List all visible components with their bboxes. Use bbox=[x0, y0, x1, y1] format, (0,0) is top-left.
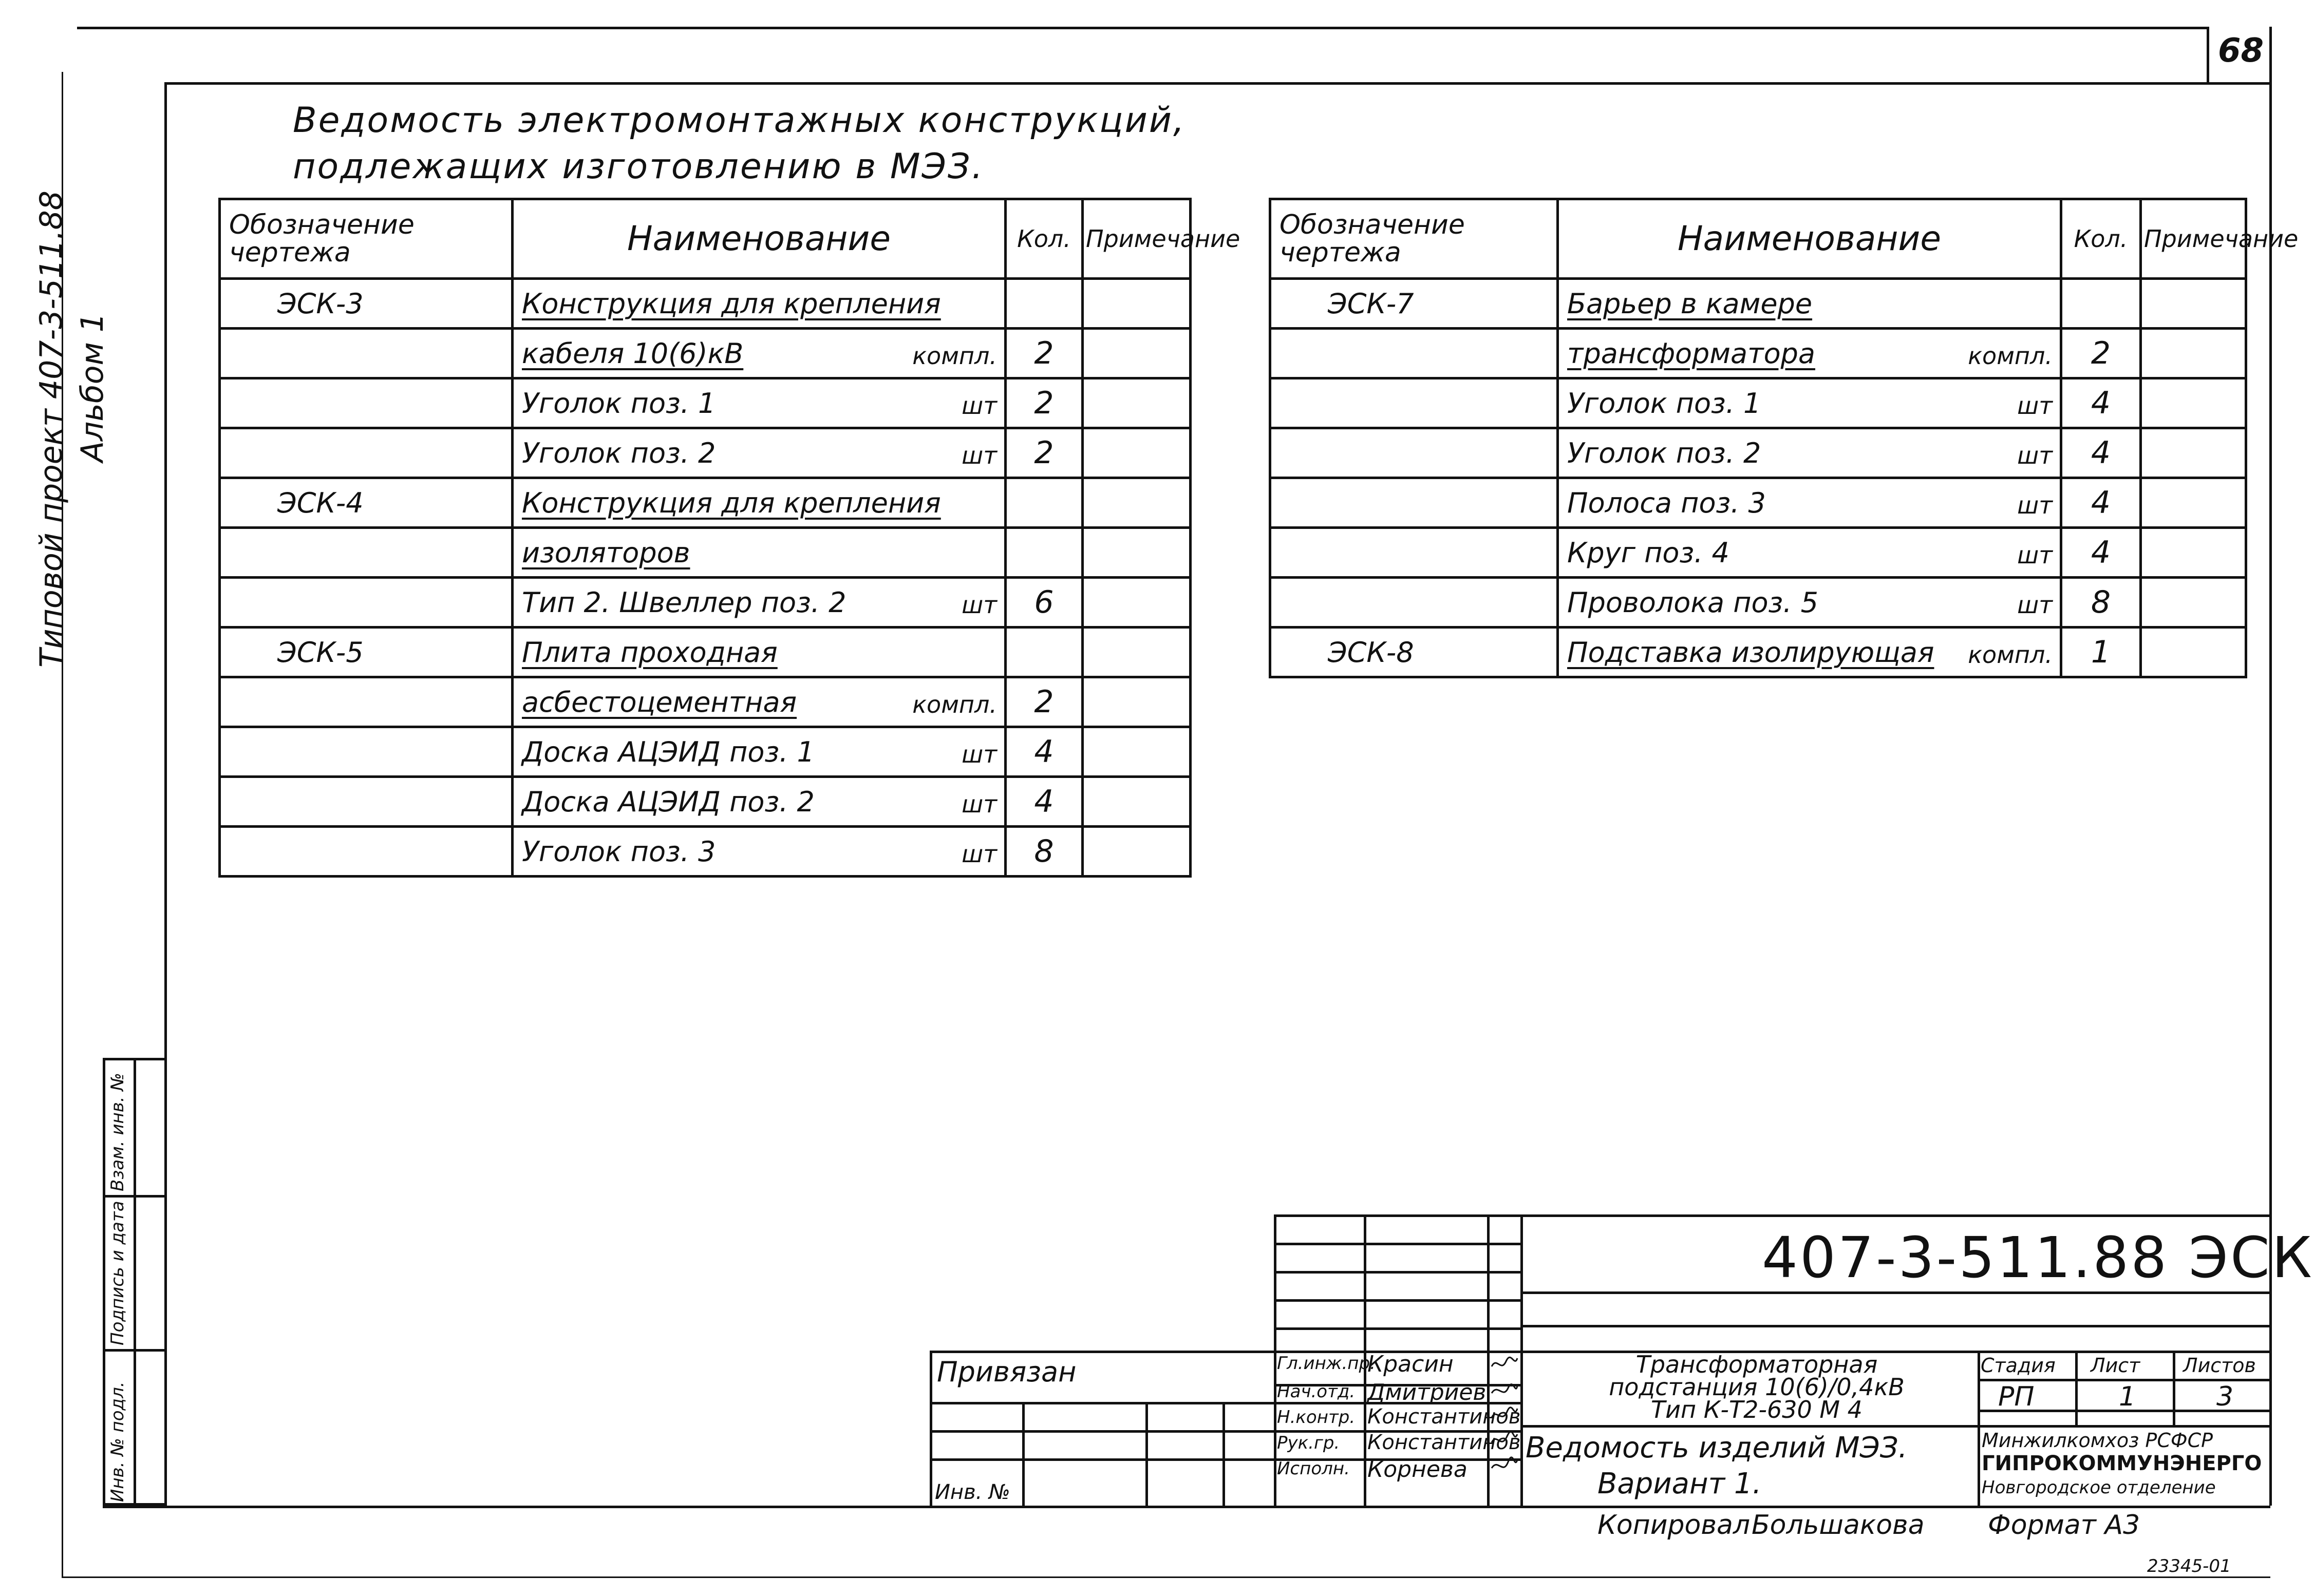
item-unit: компл. bbox=[912, 691, 997, 718]
table-row bbox=[220, 777, 1191, 827]
item-name: Уголок поз. 3 bbox=[522, 835, 716, 868]
cell-note bbox=[1083, 578, 1191, 628]
header-qty: Кол. bbox=[2061, 199, 2141, 279]
role-label: Гл.инж.пр. bbox=[1277, 1353, 1376, 1374]
sheets-value: 3 bbox=[2216, 1381, 2234, 1412]
sheet-number: 68 bbox=[2218, 32, 2264, 70]
cell-note bbox=[1083, 827, 1191, 877]
cell-name bbox=[513, 777, 1006, 827]
cell-qty: 4 bbox=[1006, 727, 1083, 777]
role-label: Рук.гр. bbox=[1277, 1433, 1340, 1453]
item-name: Конструкция для крепления bbox=[522, 486, 941, 519]
item-name: трансформатора bbox=[1567, 337, 1815, 370]
top-border-line bbox=[77, 27, 2209, 29]
cell-designation: ЭСК-3 bbox=[220, 279, 513, 329]
cell-name bbox=[513, 628, 1006, 677]
title-block bbox=[930, 1214, 2314, 1506]
stage-label: Стадия bbox=[1981, 1354, 2056, 1377]
tb-grid-h bbox=[1520, 1425, 2270, 1428]
cell-qty bbox=[2061, 279, 2141, 329]
table-row bbox=[1270, 378, 2246, 428]
table-row bbox=[220, 677, 1191, 727]
sheet-value: 1 bbox=[2119, 1381, 2136, 1412]
cell-name bbox=[513, 279, 1006, 329]
item-name: Конструкция для крепления bbox=[522, 287, 941, 320]
cell-qty: 2 bbox=[1006, 677, 1083, 727]
cell-designation bbox=[1270, 329, 1558, 378]
table-row bbox=[220, 478, 1191, 528]
item-name: Доска АЦЭИД поз. 2 bbox=[522, 785, 815, 818]
sheet-label: Лист bbox=[2091, 1354, 2140, 1377]
stage-value: РП bbox=[1998, 1381, 2035, 1412]
object-name-line2: подстанция 10(6)/0,4кВ bbox=[1609, 1373, 1905, 1401]
tb-grid-v bbox=[1978, 1351, 1980, 1506]
cell-designation bbox=[220, 329, 513, 378]
cell-qty: 2 bbox=[2061, 329, 2141, 378]
role-person: Константинов bbox=[1367, 1405, 1521, 1429]
header-name: Наименование bbox=[513, 199, 1006, 279]
cell-note bbox=[1083, 528, 1191, 578]
item-name: кабеля 10(6)кВ bbox=[522, 337, 744, 370]
header-note: Примечание bbox=[2141, 199, 2246, 279]
sheet-title bbox=[1526, 1430, 1907, 1502]
cell-name bbox=[1558, 329, 2061, 378]
tb-grid-h bbox=[1274, 1299, 1520, 1302]
cell-note bbox=[1083, 428, 1191, 478]
tb-grid-h bbox=[1274, 1327, 1520, 1330]
cell-designation bbox=[220, 777, 513, 827]
table-row bbox=[220, 727, 1191, 777]
cell-designation: ЭСК-4 bbox=[220, 478, 513, 528]
cell-name bbox=[513, 827, 1006, 877]
cell-note bbox=[1083, 329, 1191, 378]
table-row bbox=[220, 578, 1191, 628]
item-unit: шт bbox=[962, 840, 997, 868]
tb-grid-v bbox=[1022, 1402, 1025, 1506]
cell-note bbox=[1083, 478, 1191, 528]
item-unit: шт bbox=[962, 392, 997, 420]
role-label: Н.контр. bbox=[1277, 1407, 1356, 1428]
cell-name bbox=[513, 329, 1006, 378]
inv-no-label: Инв. № bbox=[935, 1480, 1010, 1504]
item-name: асбестоцементная bbox=[522, 686, 797, 718]
cell-qty bbox=[1006, 628, 1083, 677]
table-row bbox=[220, 378, 1191, 428]
header-qty: Кол. bbox=[1006, 199, 1083, 279]
right-table-header-row bbox=[1270, 199, 2246, 279]
tb-grid-v bbox=[1222, 1402, 1225, 1506]
table-row bbox=[220, 428, 1191, 478]
item-name: Проволока поз. 5 bbox=[1567, 586, 1818, 619]
cell-name bbox=[513, 378, 1006, 428]
privyazan-label: Привязан bbox=[937, 1356, 1077, 1388]
cell-note bbox=[2141, 428, 2246, 478]
tb-code-bottom-2 bbox=[1520, 1325, 2270, 1327]
table-row bbox=[1270, 329, 2246, 378]
cell-note bbox=[1083, 378, 1191, 428]
cell-name bbox=[513, 478, 1006, 528]
item-name: Подставка изолирующая bbox=[1567, 636, 1934, 669]
table-row bbox=[1270, 478, 2246, 528]
cell-note bbox=[1083, 777, 1191, 827]
cell-designation bbox=[1270, 478, 1558, 528]
cell-note bbox=[2141, 578, 2246, 628]
table-row bbox=[1270, 628, 2246, 677]
side-stamp-label-1: Инв. № подл. bbox=[107, 1381, 128, 1502]
cell-note bbox=[2141, 478, 2246, 528]
cell-designation bbox=[1270, 378, 1558, 428]
outer-bottom-line bbox=[62, 1576, 2270, 1578]
side-project-line1: Типовой проект 407-3-511.88 bbox=[33, 191, 69, 668]
tb-left-edge bbox=[930, 1351, 932, 1506]
item-unit: шт bbox=[2017, 392, 2053, 420]
header-name: Наименование bbox=[1558, 199, 2061, 279]
role-label: Нач.отд. bbox=[1277, 1381, 1356, 1402]
inner-left-line bbox=[164, 82, 167, 1506]
cell-qty bbox=[1006, 528, 1083, 578]
cell-qty: 2 bbox=[1006, 428, 1083, 478]
cell-name bbox=[513, 428, 1006, 478]
item-name: Полоса поз. 3 bbox=[1567, 486, 1766, 519]
cell-designation bbox=[220, 827, 513, 877]
cell-qty: 2 bbox=[1006, 329, 1083, 378]
header-designation: Обозначение чертежа bbox=[1270, 199, 1558, 279]
cell-name bbox=[1558, 279, 2061, 329]
cell-name bbox=[513, 528, 1006, 578]
cell-designation bbox=[220, 677, 513, 727]
left-table-header-row bbox=[220, 199, 1191, 279]
table-row bbox=[1270, 528, 2246, 578]
cell-name bbox=[1558, 578, 2061, 628]
table-row bbox=[220, 628, 1191, 677]
item-unit: шт bbox=[962, 591, 997, 619]
cell-name bbox=[1558, 478, 2061, 528]
table-row bbox=[1270, 428, 2246, 478]
cell-designation bbox=[220, 528, 513, 578]
cell-qty: 1 bbox=[2061, 628, 2141, 677]
cell-designation bbox=[220, 578, 513, 628]
document-title-line1: Ведомость электромонтажных конструкций, bbox=[293, 100, 1186, 141]
left-spec-table bbox=[218, 198, 1240, 878]
sheets-label: Листов bbox=[2183, 1354, 2256, 1377]
cell-qty bbox=[1006, 279, 1083, 329]
inner-top-line bbox=[164, 82, 2270, 85]
tb-grid-v bbox=[2075, 1351, 2078, 1425]
side-stamp-label-2: Подпись и дата bbox=[107, 1201, 128, 1345]
tb-top-line bbox=[1274, 1214, 2270, 1217]
cell-note bbox=[1083, 677, 1191, 727]
cell-designation bbox=[220, 378, 513, 428]
header-designation: Обозначение чертежа bbox=[220, 199, 513, 279]
item-name: Уголок поз. 1 bbox=[522, 387, 716, 420]
doc-code: 407-3-511.88 ЭСК bbox=[1762, 1225, 2314, 1290]
cell-qty bbox=[1006, 478, 1083, 528]
copied-label: Копировал bbox=[1597, 1510, 1751, 1541]
document-title bbox=[293, 98, 1186, 190]
side-project-line2: Альбом 1 bbox=[74, 313, 110, 462]
item-name: Уголок поз. 2 bbox=[1567, 436, 1761, 469]
item-unit: шт bbox=[962, 740, 997, 768]
cell-note bbox=[2141, 628, 2246, 677]
format-label: Формат А3 bbox=[1988, 1510, 2140, 1541]
copier-name: Большакова bbox=[1752, 1510, 1925, 1541]
cell-note bbox=[1083, 628, 1191, 677]
cell-note bbox=[2141, 329, 2246, 378]
item-unit: шт bbox=[962, 790, 997, 818]
cell-designation bbox=[220, 727, 513, 777]
item-name: Уголок поз. 1 bbox=[1567, 387, 1761, 420]
table-row bbox=[220, 528, 1191, 578]
item-unit: компл. bbox=[912, 342, 997, 370]
role-label: Исполн. bbox=[1277, 1458, 1350, 1479]
sheet-title-line2: Вариант 1. bbox=[1597, 1467, 1762, 1500]
item-unit: шт bbox=[2017, 491, 2053, 519]
cell-qty: 6 bbox=[1006, 578, 1083, 628]
cell-name bbox=[1558, 378, 2061, 428]
cell-name bbox=[513, 677, 1006, 727]
cell-name bbox=[513, 727, 1006, 777]
cell-name bbox=[1558, 428, 2061, 478]
item-name: Круг поз. 4 bbox=[1567, 536, 1729, 569]
cell-qty: 4 bbox=[2061, 478, 2141, 528]
item-unit: шт bbox=[2017, 541, 2053, 569]
object-name-line3: Тип К-Т2-630 М 4 bbox=[1651, 1396, 1863, 1423]
item-name: Барьер в камере bbox=[1567, 287, 1813, 320]
cell-note bbox=[1083, 727, 1191, 777]
tb-grid-v bbox=[1520, 1214, 1523, 1506]
inventory-number: 23345-01 bbox=[2147, 1556, 2231, 1576]
side-stamp-column bbox=[103, 1058, 164, 1506]
cell-designation: ЭСК-5 bbox=[220, 628, 513, 677]
cell-note bbox=[2141, 528, 2246, 578]
inner-bottom-line bbox=[103, 1506, 2270, 1508]
side-project-text bbox=[31, 154, 113, 668]
org-line1: Минжилкомхоз РСФСР bbox=[1982, 1429, 2213, 1452]
side-stamp-label-3: Взам. инв. № bbox=[107, 1073, 128, 1191]
item-name: Доска АЦЭИД поз. 1 bbox=[522, 735, 815, 768]
tb-sig-left bbox=[1274, 1214, 1276, 1506]
cell-note bbox=[1083, 279, 1191, 329]
tb-grid-v bbox=[1145, 1402, 1148, 1506]
item-name: изоляторов bbox=[522, 536, 690, 569]
role-person: Дмитриев bbox=[1367, 1379, 1487, 1405]
cell-name bbox=[1558, 628, 2061, 677]
header-note: Примечание bbox=[1083, 199, 1191, 279]
role-person: Константинов bbox=[1367, 1431, 1521, 1454]
table-row bbox=[220, 279, 1191, 329]
item-name: Тип 2. Швеллер поз. 2 bbox=[522, 586, 846, 619]
cell-qty: 8 bbox=[2061, 578, 2141, 628]
cell-designation: ЭСК-7 bbox=[1270, 279, 1558, 329]
tb-grid-v bbox=[2173, 1351, 2175, 1425]
role-person: Красин bbox=[1367, 1351, 1454, 1377]
cell-qty: 4 bbox=[2061, 378, 2141, 428]
item-unit: шт bbox=[962, 442, 997, 469]
org-line2: ГИПРОКОММУНЭНЕРГО bbox=[1982, 1452, 2262, 1475]
object-name bbox=[1546, 1353, 1967, 1421]
cell-note bbox=[2141, 279, 2246, 329]
cell-designation bbox=[1270, 428, 1558, 478]
table-row bbox=[220, 827, 1191, 877]
document-title-line2: подлежащих изготовлению в МЭЗ. bbox=[293, 146, 985, 187]
role-person: Корнева bbox=[1367, 1456, 1468, 1483]
cell-qty: 4 bbox=[2061, 528, 2141, 578]
cell-designation: ЭСК-8 bbox=[1270, 628, 1558, 677]
tb-code-bottom bbox=[1520, 1291, 2270, 1294]
cell-designation bbox=[220, 428, 513, 478]
sheet-title-line1: Ведомость изделий МЭЗ. bbox=[1526, 1431, 1908, 1465]
cell-qty: 8 bbox=[1006, 827, 1083, 877]
item-unit: компл. bbox=[1968, 342, 2053, 370]
cell-qty: 2 bbox=[1006, 378, 1083, 428]
tb-grid-h bbox=[1274, 1243, 1520, 1245]
cell-name bbox=[1558, 528, 2061, 578]
org-line3: Новгородское отделение bbox=[1982, 1477, 2216, 1498]
signatures-svg bbox=[1490, 1352, 1519, 1501]
table-row bbox=[220, 329, 1191, 378]
item-unit: шт bbox=[2017, 442, 2053, 469]
right-spec-table bbox=[1269, 198, 2299, 678]
item-unit: шт bbox=[2017, 591, 2053, 619]
cell-qty: 4 bbox=[1006, 777, 1083, 827]
table-row bbox=[1270, 279, 2246, 329]
cell-name bbox=[513, 578, 1006, 628]
object-name-line1: Трансформаторная bbox=[1635, 1351, 1878, 1378]
sheet-number-box-left bbox=[2207, 27, 2209, 83]
cell-designation bbox=[1270, 528, 1558, 578]
item-name: Плита проходная bbox=[522, 636, 778, 669]
item-unit: компл. bbox=[1968, 641, 2053, 669]
table-row bbox=[1270, 578, 2246, 628]
cell-designation bbox=[1270, 578, 1558, 628]
tb-grid-h bbox=[1274, 1271, 1520, 1274]
cell-note bbox=[2141, 378, 2246, 428]
side-stamp-divider bbox=[134, 1060, 136, 1503]
cell-qty: 4 bbox=[2061, 428, 2141, 478]
item-name: Уголок поз. 2 bbox=[522, 436, 716, 469]
